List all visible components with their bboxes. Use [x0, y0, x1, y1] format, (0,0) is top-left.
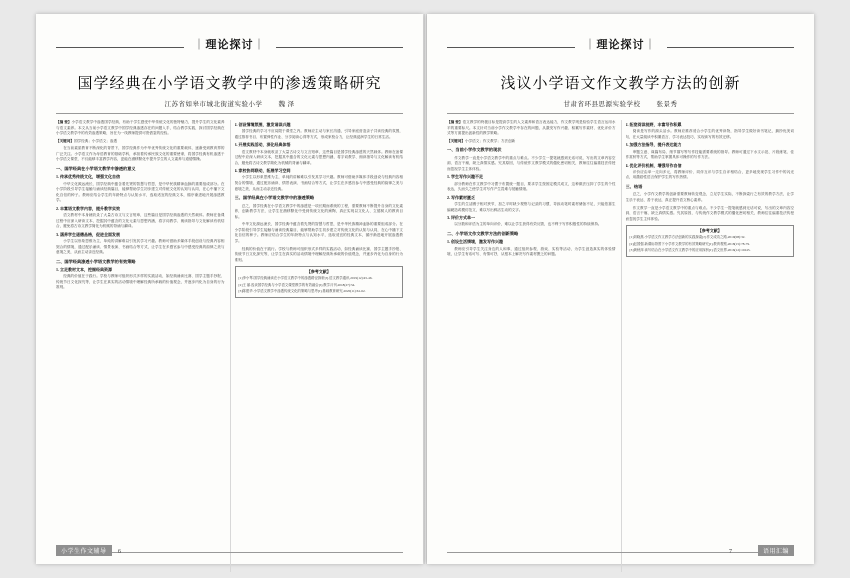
left-reference-title: 【参考文献】 — [306, 269, 331, 275]
left-body-1: 中华文化源远流长，国学经典中蕴含着先贤的智慧与哲思，是中华民族精神血脉的重要组成部分。在小学阶段引导学生接触与诵读经典篇目，能够帮助学生初步建立对传统文化的认知与认同，在心中播下文化自信的种子。教师应结合学生的年龄特点与认知水平，选取适宜的经典文本，循序渐进地开展渗透教学。 — [56, 181, 225, 203]
right-columns — [447, 120, 794, 572]
right-article-title: 浅议小学语文作文教学方法的创新 — [500, 76, 741, 92]
left-keywords-label: 【关键词】 — [56, 138, 74, 143]
left-keywords-text: 国学经典；小学语文；渗透 — [73, 138, 118, 143]
right-body-10: 作文教学一直是小学语文教学中的重点与难点。不少学生一提笔就感到无话可说，写出的文章内容空洞、语言干瘪，缺乏真情实感。究其原因，与传统作文教学模式的僵化密切相关，教师往往偏重技法传授而忽视学生主体体验。 — [625, 205, 794, 221]
right-page-number: 7 — [729, 549, 732, 555]
right-footer-tab: 语用汇编 — [758, 545, 794, 556]
left-reference-1: [1]李小琴.国学经典诵读在小学语文教学中的渗透路径探析[J].语文教学通讯,2019(12):45-46. — [238, 276, 373, 281]
bracket-right-icon: ｜ — [253, 39, 266, 51]
right-body-8: 评价应由单一走向多元，将教师评价、同伴互评与学生自评相结合，更多地发现学生习作中的闪光点，用激励性语言保护学生的写作热情。 — [625, 169, 794, 180]
right-heading-2-4: 4. 优化评价机制，增强写作自信 — [625, 162, 682, 168]
right-heading-3: 三、结语 — [625, 183, 643, 189]
left-column-1 — [56, 120, 225, 572]
left-body-10: 经典的价值在于践行。学校与教师可组织形式多样的实践活动，如经典诵读比赛、国学主题手抄报、传统节日文化探究等，让学生在真实的活动情境中理解经典所承载的价值观念，并逐步内化为自身的行为准则。 — [234, 246, 403, 262]
left-body-2: 语文教材中本身就收录了大量古诗文与文言短章，这些篇目是国学经典渗透的天然载体。教师在备课过程中应深入研读文本，挖掘其中蕴含的文化元素与思想内涵，将字词教学、朗读指导与文化解读有机结合，避免将古诗文教学简化为机械的背诵与翻译。 — [56, 213, 225, 229]
left-page-number: 6 — [118, 549, 121, 555]
left-heading-1-1: 1. 传承优秀传统文化，增强文化自信 — [56, 174, 120, 180]
left-body-7: 小学生以形象思维为主，单纯的讲解难以引发其学习兴趣。教师可借助多媒体手段创设与经典内容相契合的情境，通过配乐诵读、情景表演、书画结合等方式，让学生在多感官参与中感受经典的韵律之美与意境之美，从而主动亲近经典。 — [234, 175, 403, 191]
right-footer — [447, 544, 794, 556]
right-byline-author: 张景秀 — [656, 101, 678, 108]
left-reference-2: [2]王 丽.浅谈国学经典与小学语文课堂教学的有效融合[J].教学月刊,2018(27):54. — [238, 282, 356, 287]
left-column-2 — [235, 120, 404, 572]
right-body-7: 审题立意、谋篇布局、细节描写等写作技能需要系统的指导。教师可通过下水文示范、片段练笔、佳作赏析等方式，帮助学生掌握具体可操作的写作方法。 — [625, 149, 794, 160]
left-abstract-label: 【摘 要】 — [56, 120, 72, 124]
right-section-header — [447, 36, 794, 58]
right-body-4: 以分数和评语为主的单向评价，难以让学生获得有效反馈，也不利于写作积极性的持续保持。 — [454, 222, 602, 227]
left-abstract-paragraph — [56, 120, 225, 137]
right-heading-1-1: 1. 学生写作兴趣不足 — [447, 174, 483, 180]
section-tag-right-label: 理论探讨 — [596, 39, 645, 51]
right-body-9: 总之，小学作文教学的创新需要教师转变观念，立足学生实际，不断探索行之有效的教学方法，让学生乐于表达、善于表达，真正提升语文核心素养。 — [625, 192, 794, 202]
left-columns — [56, 120, 403, 572]
left-title-divider — [56, 113, 403, 114]
left-footer-tab: 小学生作文辅导 — [56, 545, 112, 556]
left-keywords-paragraph — [56, 139, 225, 145]
left-heading-2-2: 2. 创设情境氛围，激发诵读兴趣 — [234, 122, 291, 127]
right-body-6: 阅读是写作的源头活水。教师应推荐适合小学生的优秀读物，指导学生做好读书笔记，摘抄优美词句，在大量阅读中积累语言、学习表达技巧，实现读写的有效迁移。 — [625, 129, 794, 139]
right-body-3: 学生的生活圈子相对狭窄，加之平时缺少观察与记录的习惯，导致动笔时素材储备不足，只能依靠生编硬造或模仿范文，难以写出鲜活生动的文字。 — [447, 201, 616, 212]
right-reference-1: [1]刘晓燕.小学语文作文教学方法创新的实践探索[J].作文成功之路,2019(08):32. — [629, 235, 746, 240]
left-article-title: 国学经典在小学语文教学中的渗透策略研究 — [77, 76, 382, 92]
right-reference-title: 【参考文献】 — [697, 228, 722, 234]
right-heading-2-2: 2. 拓宽阅读视野，丰富写作积累 — [625, 122, 682, 127]
left-body-5: 国学经典的学习不应局限于课堂之内。教师应主动与家长沟通，引导家庭营造亲子共读经典的氛围，通过推荐书目、布置弹性作业、分享阅读心得等方式，形成家校合力，让经典浸润学生的日常生活。 — [234, 129, 403, 139]
left-lead-paragraph: 在当前素质教育不断深化的背景下，国学经典作为中华优秀传统文化的重要载体，逐渐受到教育界的广泛关注。小学语文作为母语教育的基础学科，承担着传承民族文化的重要使命，将国学经典有机渗透于小学语文课堂，不仅能够丰富教学内容，更能在潜移默化中提升学生的人文素养与道德情操。 — [56, 146, 225, 162]
left-body-8: 总之，国学经典在小学语文教学中的渗透是一项长期而系统的工程，需要教师不断提升自身的文化素养，创新教学方法，让学生在潜移默化中受到传统文化的熏陶，真正实现以文化人、立德树人的教育目标。 — [234, 203, 403, 219]
right-reference-2: [2]赵国强.新课标背景下小学作文教学的有效策略研究[J].教育观察,2018(15):78-79. — [629, 241, 750, 246]
right-heading-1-3: 3. 评价方式单一 — [447, 215, 475, 221]
left-reference-3: [3]陈建华.小学语文教学中渗透传统文化的策略与思考[J].基础教育研究,2020(11):61-62. — [238, 288, 366, 293]
right-keywords-label: 【关键词】 — [447, 138, 465, 143]
left-heading-3: 三、国学经典在小学语文教学中的渗透策略 — [234, 195, 315, 201]
left-byline-affiliation: 江苏省如皋市城北街道实验小学 — [164, 101, 263, 108]
right-column-2 — [626, 120, 795, 572]
right-heading-1-2: 2. 写作素材匮乏 — [447, 194, 475, 200]
bracket-right-icon: ｜ — [644, 39, 657, 51]
section-tag-left-label: 理论探讨 — [205, 39, 254, 51]
right-body-1: 作文教学一直是小学语文教学中的重点与难点。不少学生一提笔就感到无话可说，写出的文章内容空洞、语言干瘪，缺乏真情实感。究其原因，与传统作文教学模式的僵化密切相关，教师往往偏重技法传授而忽视学生主体体验。 — [447, 155, 616, 171]
right-byline-affiliation: 甘肃省环县思源实验学校 — [563, 101, 641, 108]
section-tag-right — [575, 36, 667, 52]
left-byline-author: 魏 泽 — [278, 101, 295, 108]
right-heading-1: 一、当前小学作文教学的现状 — [447, 147, 502, 153]
left-reference-box — [235, 266, 404, 298]
left-body-4: 经典的价值在于践行。学校与教师可组织形式多样的实践活动，如经典诵读比赛、国学主题手抄报、传统节日文化探究等，让学生在真实的活动情境中理解经典所承载的价值观念，并逐步内化为自身的行为准则。 — [56, 274, 225, 290]
left-heading-2-1: 1. 立足教材文本，挖掘经典资源 — [56, 267, 112, 273]
left-page — [36, 14, 423, 564]
left-section-header — [56, 36, 403, 58]
right-column-1 — [447, 120, 616, 572]
right-page — [427, 14, 814, 564]
right-body-2: 部分教师在作文教学中习惯于布置统一题目，要求学生按固定模式成文，这种做法压抑了学生的个性表达，久而久之使学生对写作产生畏难与抵触情绪。 — [447, 181, 616, 192]
right-reference-3: [3]黄秋萍.读写结合在小学语文作文教学中的应用探析[J].语文世界,2016(12):10245. — [629, 247, 751, 252]
right-heading-2-3: 3. 加强方法指导，提升表达能力 — [625, 142, 682, 148]
left-body-3: 小学生以形象思维为主，单纯的讲解难以引发其学习兴趣。教师可借助多媒体手段创设与经典内容相契合的情境，通过配乐诵读、情景表演、书画结合等方式，让学生在多感官参与中感受经典的韵律之美与意境之美，从而主动亲近经典。 — [56, 238, 225, 255]
right-abstract-text: 语文教学的终极目标是提高学生的人文素养和语言表达能力，作文教学则是检验学生语言运用水平的重要标尺。本文针对当前小学作文教学中存在的问题，从激发写作兴趣、积累写作素材、优化评价方式等方面提出创新性的教学策略。 — [447, 120, 616, 136]
left-heading-2: 二、国学经典渗透小学语文教学的有效策略 — [56, 258, 136, 264]
left-heading-2-3: 3. 开展实践活动，深化经典体悟 — [234, 142, 291, 148]
right-footer-rule — [447, 552, 794, 553]
left-byline — [56, 99, 403, 108]
left-heading-1-3: 3. 涵养学生道德品格，促进全面发展 — [56, 231, 120, 237]
left-abstract-text: 小学语文教学中渗透国学经典，有助于学生感受中华传统文化的独特魅力，提升学生的文化素养与语文素养。本文从当前小学语文教学中国学经典渗透存在的问题入手，结合教学实践，探讨国学经典在小学语文教学中的有效渗透策略，旨在为一线教师提供可资借鉴的经验。 — [56, 120, 225, 136]
left-body-9: 中华文化源远流长，国学经典中蕴含着先贤的智慧与哲思，是中华民族精神血脉的重要组成部分。在小学阶段引导学生接触与诵读经典篇目，能够帮助学生初步建立对传统文化的认知与认同，在心中播下文化自信的种子。教师应结合学生的年龄特点与认知水平，选取适宜的经典文本，循序渐进地开展渗透教学。 — [234, 222, 403, 243]
right-byline — [447, 99, 794, 108]
right-title-divider — [447, 113, 794, 114]
right-heading-2-1: 1. 创设生活情境，激发写作兴趣 — [447, 239, 503, 245]
right-abstract-label: 【摘 要】 — [447, 120, 463, 124]
section-tag-left — [184, 36, 276, 52]
left-footer — [56, 544, 403, 556]
left-body-6: 语文教材中本身就收录了大量古诗文与文言短章，这些篇目是国学经典渗透的天然载体。教师在备课过程中应深入研读文本，挖掘其中蕴含的文化元素与思想内涵，将字词教学、朗读指导与文化解读有机结合，避免将古诗文教学简化为机械的背诵与翻译。 — [234, 149, 403, 165]
right-abstract-paragraph — [447, 120, 616, 137]
right-keywords-paragraph — [447, 139, 616, 145]
left-heading-1-2: 2. 丰富语文教学内容，提升教学实效 — [56, 205, 120, 211]
bracket-left-icon: ｜ — [193, 39, 206, 51]
right-keywords-text: 小学语文；作文教学；方法创新 — [464, 138, 516, 143]
left-heading-1: 一、国学经典在小学语文教学中渗透的意义 — [56, 165, 136, 171]
bracket-left-icon: ｜ — [584, 39, 597, 51]
right-body-5: 教师应引导学生关注身边的人和事，通过组织参观、游戏、实验等活动，为学生创造真实的体验情境，让学生有话可写、有情可抒，从根本上解决写作素材匮乏的问题。 — [447, 246, 616, 257]
left-heading-2-4: 4. 家校协同联动，拓展学习空间 — [234, 168, 291, 174]
right-heading-2: 二、小学语文作文教学方法的创新策略 — [447, 230, 519, 236]
right-reference-box — [626, 225, 795, 257]
